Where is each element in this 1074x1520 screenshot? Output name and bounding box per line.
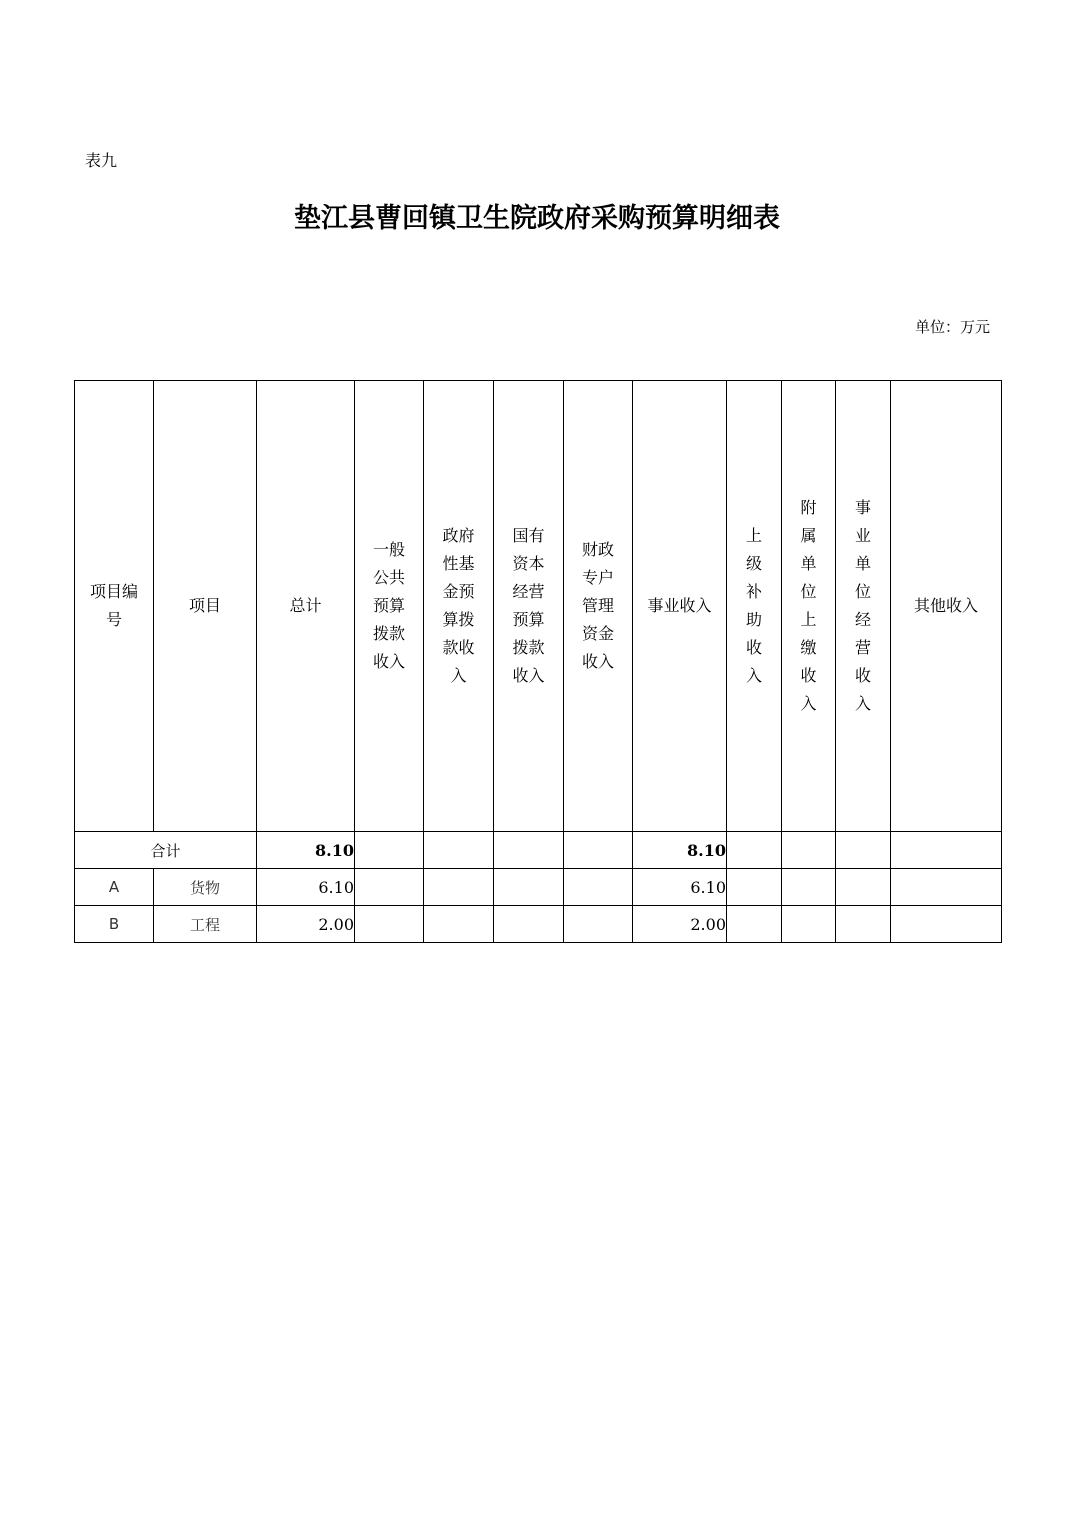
table-cell — [836, 869, 891, 906]
table-cell — [355, 869, 424, 906]
table-cell — [494, 906, 564, 943]
table-cell — [494, 832, 564, 869]
table-cell — [727, 832, 782, 869]
header-fiscal-special: 财政 专户 管理 资金 收入 — [564, 381, 633, 832]
table-cell — [782, 832, 836, 869]
table-cell — [424, 832, 494, 869]
total-total: 8.10 — [257, 832, 355, 869]
table-cell — [891, 869, 1002, 906]
total-row — [75, 832, 1002, 869]
header-general-budget: 一般 公共 预算 拨款 收入 — [355, 381, 424, 832]
header-gov-fund: 政府 性基 金预 算拨 款收 入 — [424, 381, 494, 832]
header-project-code-stack: 项目编 号 — [89, 582, 138, 629]
header-total: 总计 — [257, 381, 355, 832]
table-row — [75, 906, 1002, 943]
row-name: 货物 — [154, 869, 257, 906]
header-state-capital: 国有 资本 经营 预算 拨款 收入 — [494, 381, 564, 832]
total-label: 合计 — [75, 832, 257, 869]
table-cell — [836, 906, 891, 943]
header-business-unit-operating: 事 业 单 位 经 营 收 入 — [836, 381, 891, 832]
row-business-income: 6.10 — [633, 869, 727, 906]
row-total: 6.10 — [257, 869, 355, 906]
header-project: 项目 — [154, 381, 257, 832]
unit-label: 单位：万元 — [914, 318, 990, 336]
table-cell — [494, 869, 564, 906]
table-cell — [355, 906, 424, 943]
row-code: A — [75, 869, 154, 906]
table-cell — [891, 832, 1002, 869]
total-business-income: 8.10 — [633, 832, 727, 869]
table-cell — [564, 832, 633, 869]
table-cell — [891, 906, 1002, 943]
header-project-code — [75, 381, 154, 832]
table-cell — [782, 906, 836, 943]
header-superior-subsidy: 上 级 补 助 收 入 — [727, 381, 782, 832]
header-business-income: 事业收入 — [633, 381, 727, 832]
table-cell — [782, 869, 836, 906]
row-name: 工程 — [154, 906, 257, 943]
row-business-income: 2.00 — [633, 906, 727, 943]
table-cell — [727, 869, 782, 906]
row-total: 2.00 — [257, 906, 355, 943]
document-title: 垫江县曹回镇卫生院政府采购预算明细表 — [294, 203, 780, 234]
table-cell — [727, 906, 782, 943]
table-cell — [424, 869, 494, 906]
header-row — [75, 381, 1002, 832]
procurement-budget-table — [74, 380, 1002, 943]
table-cell — [424, 906, 494, 943]
table-cell — [836, 832, 891, 869]
table-number-label: 表九 — [85, 151, 118, 170]
table-row — [75, 869, 1002, 906]
table-cell — [355, 832, 424, 869]
header-affiliated-turnover: 附 属 单 位 上 缴 收 入 — [782, 381, 836, 832]
table-cell — [564, 906, 633, 943]
row-code: B — [75, 906, 154, 943]
header-other-income: 其他收入 — [891, 381, 1002, 832]
table-cell — [564, 869, 633, 906]
